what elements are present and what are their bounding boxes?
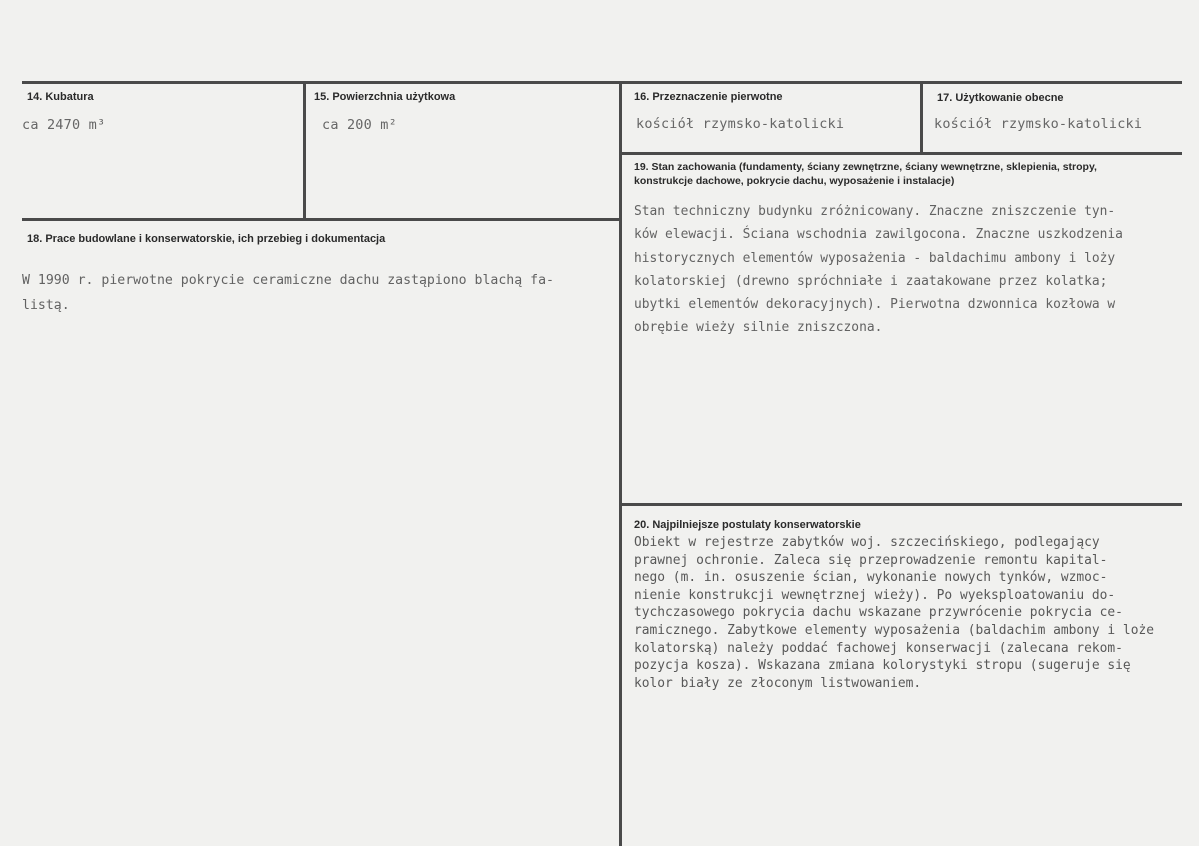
field-17-value: kościół rzymsko-katolicki	[934, 116, 1143, 132]
field-15-value: ca 200 m²	[322, 117, 397, 133]
top-rule	[22, 81, 1182, 84]
center-divider	[619, 81, 622, 846]
field-19-text: Stan techniczny budynku zróżnicowany. Znaczne zniszczenie tyn- ków elewacji. Ściana wschodnia zawilgocona. Znaczne uszkodzenia historycznych elementów wyposażenia - baldachimu ambony i loży kolatorskiej (drewno spróchniałe i zaatakowane przez kolatka; ubytki elementów dekoracyjnych). Pierwotna dzwonnica kozłowa w obrębie wieży silnie zniszczona.	[634, 204, 1123, 336]
divider-14-15	[303, 81, 306, 221]
rule-above-20	[622, 503, 1182, 506]
field-16-label: 16. Przeznaczenie pierwotne	[634, 91, 783, 103]
rule-above-18	[22, 218, 622, 221]
divider-16-17	[920, 81, 923, 155]
rule-above-19	[622, 152, 1182, 155]
field-18-text: W 1990 r. pierwotne pokrycie ceramiczne dachu zastąpiono blachą fa- listą.	[22, 273, 554, 313]
field-16-value: kościół rzymsko-katolicki	[636, 116, 845, 132]
field-19-label: 19. Stan zachowania (fundamenty, ściany zewnętrzne, ściany wewnętrzne, sklepienia, stropy, konstrukcje dachowe, pokrycie dachu, wyposażenie i instalacje)	[634, 161, 1097, 187]
field-14-label: 14. Kubatura	[27, 91, 94, 103]
field-20-text: Obiekt w rejestrze zabytków woj. szczecińskiego, podlegający prawnej ochronie. Zaleca się przeprowadzenie remontu kapital- nego (m. in. osuszenie ścian, wykonanie nowych tynków, wzmoc- nienie konstrukcji wewnętrznej wieży). Po wyeksploatowaniu do- tychczasowego pokrycia dachu wskazane przywrócenie pokrycia ce- ramicznego. Zabytkowe elementy wyposażenia (baldachim ambony i loże kolatorską) należy poddać fachowej konserwacji (zalecana rekom- pozycja kosza). Wskazana zmiana kolorystyki stropu (sugeruje się kolor biały ze złoconym listwowaniem.	[634, 535, 1154, 691]
field-14-value: ca 2470 m³	[22, 117, 106, 133]
field-20-label: 20. Najpilniejsze postulaty konserwatorskie	[634, 519, 861, 531]
field-18-label: 18. Prace budowlane i konserwatorskie, ich przebieg i dokumentacja	[27, 233, 386, 245]
field-15-label: 15. Powierzchnia użytkowa	[314, 91, 456, 103]
field-17-label: 17. Użytkowanie obecne	[937, 92, 1064, 104]
